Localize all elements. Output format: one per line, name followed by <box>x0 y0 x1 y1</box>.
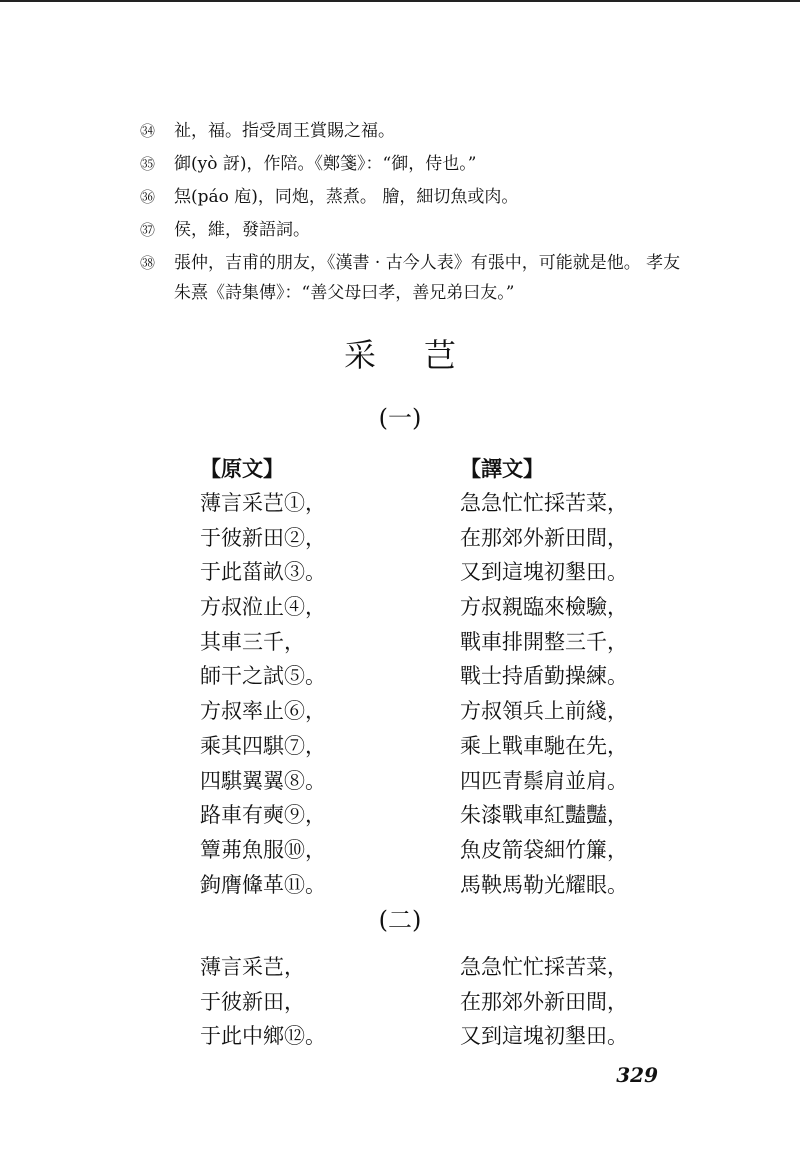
translation-column-2 <box>460 950 628 1054</box>
original-line: 于此菑畝③。 <box>200 560 326 585</box>
original-line: 于彼新田， <box>200 989 305 1014</box>
top-border <box>0 0 800 2</box>
note-marker: ㉟ <box>140 155 156 173</box>
translation-line: 戰車排開整三千， <box>460 629 628 654</box>
section-heading-2: (二) <box>378 906 422 934</box>
note-text: 侯，維，發語詞。 <box>174 220 310 240</box>
translation-header: 【譯文】 <box>460 456 544 481</box>
original-line: 薄言采芑①， <box>200 491 326 515</box>
original-header: 【原文】 <box>200 456 284 481</box>
poem-title: 采芑 <box>343 336 504 374</box>
translation-line: 急急忙忙採苦菜， <box>460 491 628 515</box>
translation-line: 朱漆戰車紅豔豔， <box>460 803 628 828</box>
note-text: 炰(páo 庖)，同炮，蒸煮。 膾，細切魚或肉。 <box>174 187 519 207</box>
original-line: 方叔率止⑥， <box>200 699 326 724</box>
note-text: 張仲，吉甫的朋友，《漢書 · 古今人表》有張中，可能就是他。 孝友 <box>174 253 681 273</box>
original-line: 薄言采芑， <box>200 955 305 979</box>
translation-column-1 <box>460 452 628 902</box>
footnotes <box>140 116 700 311</box>
translation-line: 方叔親臨來檢驗， <box>460 595 628 620</box>
page-number: 329 <box>616 1063 658 1087</box>
translation-line: 在那郊外新田間， <box>460 525 628 550</box>
footnote <box>140 182 700 212</box>
original-line: 方叔涖止④， <box>200 595 326 620</box>
original-line: 于此中鄉⑫。 <box>200 1024 326 1049</box>
note-text: 朱熹《詩集傳》：“善父母曰孝，善兄弟曰友。” <box>174 283 515 303</box>
original-line: 于彼新田②， <box>200 525 326 550</box>
original-line: 乘其四騏⑦， <box>200 733 326 758</box>
original-line: 鉤膺鞗革⑪。 <box>200 872 326 897</box>
note-text: 祉，福。指受周王賞賜之福。 <box>174 121 395 141</box>
original-line: 師干之試⑤。 <box>200 664 326 689</box>
note-marker: ㊱ <box>140 188 156 206</box>
translation-line: 四匹青鬃肩並肩。 <box>460 768 628 793</box>
translation-line: 方叔領兵上前綫， <box>460 699 628 724</box>
original-line: 四騏翼翼⑧。 <box>200 768 326 793</box>
footnote <box>140 248 700 278</box>
original-column-2 <box>200 950 326 1054</box>
note-marker: ㊳ <box>140 254 156 272</box>
translation-line: 又到這塊初墾田。 <box>460 560 628 585</box>
footnote-continuation <box>140 278 700 308</box>
translation-line: 馬鞅馬勒光耀眼。 <box>460 872 628 897</box>
original-line: 其車三千， <box>200 629 305 654</box>
translation-line: 在那郊外新田間， <box>460 989 628 1014</box>
note-marker: ㉞ <box>140 122 156 140</box>
original-line: 路車有奭⑨， <box>200 803 326 828</box>
translation-line: 戰士持盾勤操練。 <box>460 664 628 689</box>
footnote <box>140 215 700 245</box>
note-marker: ㊲ <box>140 221 156 239</box>
translation-line: 魚皮箭袋細竹簾， <box>460 837 628 862</box>
footnote <box>140 149 700 179</box>
section-heading-1: (一) <box>378 404 422 432</box>
translation-line: 急急忙忙採苦菜， <box>460 955 628 979</box>
original-column-1 <box>200 452 326 902</box>
original-line: 簟茀魚服⑩， <box>200 837 326 862</box>
footnote <box>140 116 700 146</box>
translation-line: 乘上戰車馳在先， <box>460 733 628 758</box>
note-text: 御(yò 訝)，作陪。《鄭箋》：“御，侍也。” <box>174 154 477 174</box>
translation-line: 又到這塊初墾田。 <box>460 1024 628 1049</box>
